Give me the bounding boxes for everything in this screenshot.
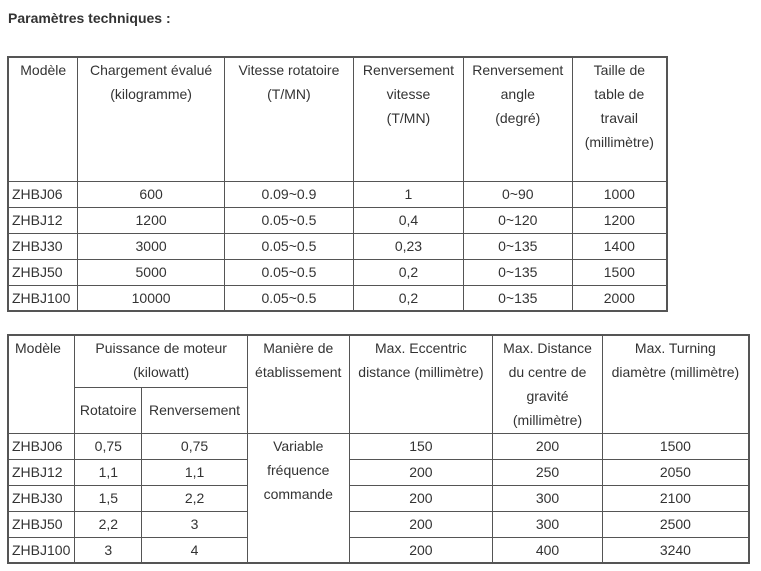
table-cell: 4 xyxy=(142,537,248,563)
table2-header-eccentric xyxy=(349,335,493,433)
header-text: gravité xyxy=(526,388,569,404)
table-cell: 0.05~0.5 xyxy=(224,259,353,285)
table-row xyxy=(8,181,667,207)
header-text: Vitesse rotatoire xyxy=(238,62,340,78)
table2-method-cell xyxy=(247,433,349,563)
table-cell-model: ZHBJ100 xyxy=(8,285,78,311)
table-cell: 1500 xyxy=(602,433,749,459)
table-cell: 0.05~0.5 xyxy=(224,285,353,311)
table1-header-tilt-speed xyxy=(354,57,464,181)
table-cell: 0~90 xyxy=(463,181,572,207)
table-cell: 250 xyxy=(493,459,603,485)
table-cell: 200 xyxy=(349,511,493,537)
table-cell: 2050 xyxy=(602,459,749,485)
table-cell: 0~120 xyxy=(463,207,572,233)
table-cell: 0.09~0.9 xyxy=(224,181,353,207)
table-cell: 3 xyxy=(75,537,142,563)
table-cell: 10000 xyxy=(78,285,224,311)
header-text: Modèle xyxy=(20,62,67,78)
table-cell: 400 xyxy=(493,537,603,563)
table-cell-model: ZHBJ12 xyxy=(8,459,75,485)
header-text: distance (millimètre) xyxy=(358,364,484,380)
table-cell: 1,5 xyxy=(75,485,142,511)
table1-header-row xyxy=(8,57,667,181)
table-cell-model: ZHBJ50 xyxy=(8,511,75,537)
table-cell: 600 xyxy=(78,181,224,207)
table-cell: 2100 xyxy=(602,485,749,511)
header-text: angle xyxy=(500,86,535,102)
table-row xyxy=(8,433,749,459)
table-cell: 200 xyxy=(349,537,493,563)
table-cell: 3000 xyxy=(78,233,224,259)
header-text: du centre de xyxy=(508,364,587,380)
header-text: Renversement xyxy=(472,62,564,78)
table-cell: 200 xyxy=(493,433,603,459)
table-cell: 2,2 xyxy=(75,511,142,537)
table2-header-gravity xyxy=(493,335,603,433)
table-cell: 0,4 xyxy=(354,207,464,233)
table2-header-rotation: Rotatoire xyxy=(75,387,142,433)
table-cell-model: ZHBJ06 xyxy=(8,433,75,459)
table-row xyxy=(8,485,749,511)
specs-table-1 xyxy=(7,56,668,312)
table-cell: 0,23 xyxy=(354,233,464,259)
method-text: Variable xyxy=(273,437,324,454)
header-text: Puissance de moteur xyxy=(95,340,227,356)
header-text: (millimètre) xyxy=(584,134,654,150)
table-cell: 1,1 xyxy=(142,459,248,485)
header-text: diamètre (millimètre) xyxy=(611,364,740,380)
header-text: Taille de xyxy=(593,62,646,78)
table-cell: 300 xyxy=(493,511,603,537)
table-cell: 3 xyxy=(142,511,248,537)
header-text: Manière de xyxy=(263,340,334,356)
table-cell: 300 xyxy=(493,485,603,511)
table-cell: 200 xyxy=(349,485,493,511)
header-text: Max. Eccentric xyxy=(375,340,467,356)
header-text: Max. Distance xyxy=(503,340,592,356)
table1-header-table-size xyxy=(572,57,667,181)
table-cell: 0,75 xyxy=(142,433,248,459)
table-cell: 0~135 xyxy=(463,259,572,285)
header-text: (T/MN) xyxy=(386,110,431,126)
header-text: Modèle xyxy=(15,340,61,356)
table2-header-method xyxy=(247,335,349,433)
table-cell: 1,1 xyxy=(75,459,142,485)
header-text: (millimètre) xyxy=(512,412,583,428)
table-cell-model: ZHBJ12 xyxy=(8,207,78,233)
table1-header-model xyxy=(8,57,78,181)
header-text: (kilogramme) xyxy=(110,86,192,102)
header-text: Renversement xyxy=(362,62,454,78)
table-cell: 1000 xyxy=(572,181,667,207)
table-cell-model: ZHBJ30 xyxy=(8,485,75,511)
table-cell: 1 xyxy=(354,181,464,207)
page-title: Paramètres techniques : xyxy=(8,10,171,26)
table-cell: 0~135 xyxy=(463,285,572,311)
table-cell: 0,75 xyxy=(75,433,142,459)
table-cell: 0.05~0.5 xyxy=(224,207,353,233)
table-cell-model: ZHBJ30 xyxy=(8,233,78,259)
table-cell-model: ZHBJ50 xyxy=(8,259,78,285)
header-text: Chargement évalué xyxy=(90,62,213,78)
table-row xyxy=(8,259,667,285)
method-text: commande xyxy=(263,485,333,502)
table-cell: 0,2 xyxy=(354,259,464,285)
table-cell: 0~135 xyxy=(463,233,572,259)
table-row xyxy=(8,459,749,485)
table2-header-row xyxy=(8,335,749,387)
specs-table-2 xyxy=(7,334,750,564)
table-cell: 3240 xyxy=(602,537,749,563)
table-row xyxy=(8,285,667,311)
table-cell: 2000 xyxy=(572,285,667,311)
table-cell: 2,2 xyxy=(142,485,248,511)
method-text: fréquence xyxy=(267,461,330,478)
table2-header-model xyxy=(8,335,75,433)
table-row xyxy=(8,511,749,537)
table-cell: 2500 xyxy=(602,511,749,537)
header-text: (kilowatt) xyxy=(133,364,190,380)
table-cell-model: ZHBJ100 xyxy=(8,537,75,563)
table-cell: 1200 xyxy=(572,207,667,233)
header-text: table de xyxy=(594,86,645,102)
table1-header-tilt-angle xyxy=(463,57,572,181)
table1-header-speed xyxy=(224,57,353,181)
header-text: vitesse xyxy=(386,86,431,102)
table2-header-tilt: Renversement xyxy=(142,387,248,433)
table-cell: 150 xyxy=(349,433,493,459)
table-cell: 200 xyxy=(349,459,493,485)
table-cell: 0,2 xyxy=(354,285,464,311)
table2-header-turning xyxy=(602,335,749,433)
table-cell: 5000 xyxy=(78,259,224,285)
table2-header-power xyxy=(75,335,248,387)
header-text: établissement xyxy=(255,364,342,380)
table-row xyxy=(8,207,667,233)
table-cell: 1200 xyxy=(78,207,224,233)
table-row xyxy=(8,537,749,563)
table-row xyxy=(8,233,667,259)
table-cell: 1400 xyxy=(572,233,667,259)
table1-header-load xyxy=(78,57,224,181)
header-text: travail xyxy=(600,110,639,126)
table-cell: 0.05~0.5 xyxy=(224,233,353,259)
table-cell: 1500 xyxy=(572,259,667,285)
table-cell-model: ZHBJ06 xyxy=(8,181,78,207)
header-text: (T/MN) xyxy=(267,86,311,102)
header-text: Max. Turning xyxy=(634,340,716,356)
header-text: (degré) xyxy=(495,110,541,126)
